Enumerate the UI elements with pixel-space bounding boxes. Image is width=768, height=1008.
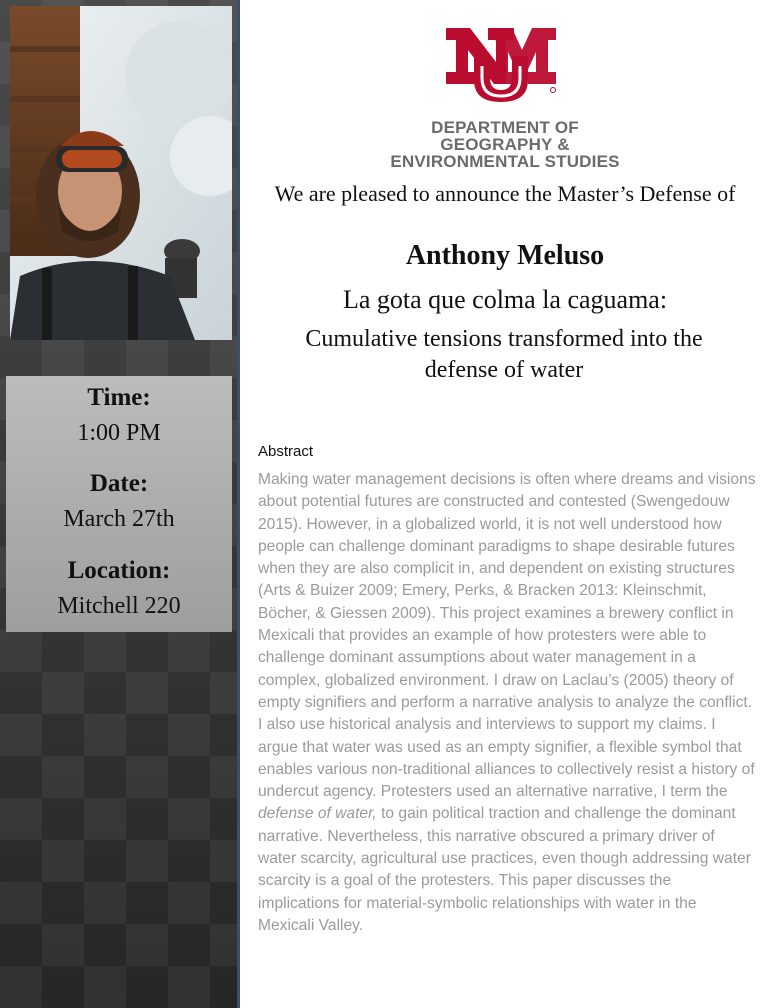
presenter-name: Anthony Meluso	[405, 240, 605, 271]
time-label: Time:	[87, 384, 151, 411]
unm-logo	[444, 26, 558, 104]
department-line-1: DEPARTMENT OF	[431, 118, 579, 137]
abstract-body	[258, 469, 756, 937]
abstract-heading: Abstract	[258, 443, 314, 460]
sidebar	[0, 0, 240, 1008]
thesis-title: La gota que colma la caguama:	[342, 285, 668, 314]
presenter-photo	[10, 6, 232, 340]
abstract-emphasis: defense of water,	[258, 805, 377, 823]
abstract-text-part-2: to gain political traction and challenge the dominant narrative. Nevertheless, this narrative obscured a primary driver of water scarcity, agricultural use practices, even though addressing water scarcity is a goal of the protesters. This paper discusses the implications for material-symbolic relationships with water in the Mexicali Valley.	[258, 805, 751, 934]
date-label: Date:	[89, 470, 149, 497]
department-name	[360, 119, 650, 170]
department-line-2: GEOGRAPHY &	[440, 135, 570, 154]
thesis-subtitle: Cumulative tensions transformed into the defense of water	[305, 326, 703, 383]
abstract-text-part-1: Making water management decisions is often where dreams and visions about potential futures are constructed and contested (Swengedouw 2015). However, in a globalized world, it is not well understood how people can challenge dominant paradigms to shape desirable futures when they are also complicit in, and dependent on existing structures (Arts & Buizer 2009; Emery, Perks, & Bracken 2013: Kleinschmit, Böcher, & Giessen 2009). This project examines a brewery conflict in Mexicali that provides an example of how protesters were able to challenge dominant assumptions about water management in a complex, globalized environment. I draw on Laclau’s (2005) theory of empty signifiers and perform a narrative analysis to analyze the conflict. I also use historical analysis and interviews to support my claims. I argue that water was used as an empty signifier, a flexible symbol that enables various non-traditional alliances to collectively resist a history of undercut agency. Protesters used an alternative narrative, I term the	[258, 471, 756, 801]
time-value: 1:00 PM	[77, 420, 161, 446]
presenter-photo-image	[10, 6, 232, 340]
date-value: March 27th	[63, 506, 175, 532]
department-line-3: ENVIRONMENTAL STUDIES	[390, 152, 620, 171]
location-label: Location:	[67, 557, 171, 584]
announcement-intro: We are pleased to announce the Master’s Defense of	[274, 181, 736, 206]
schedule-box	[6, 376, 232, 632]
location-value: Mitchell 220	[57, 593, 181, 619]
